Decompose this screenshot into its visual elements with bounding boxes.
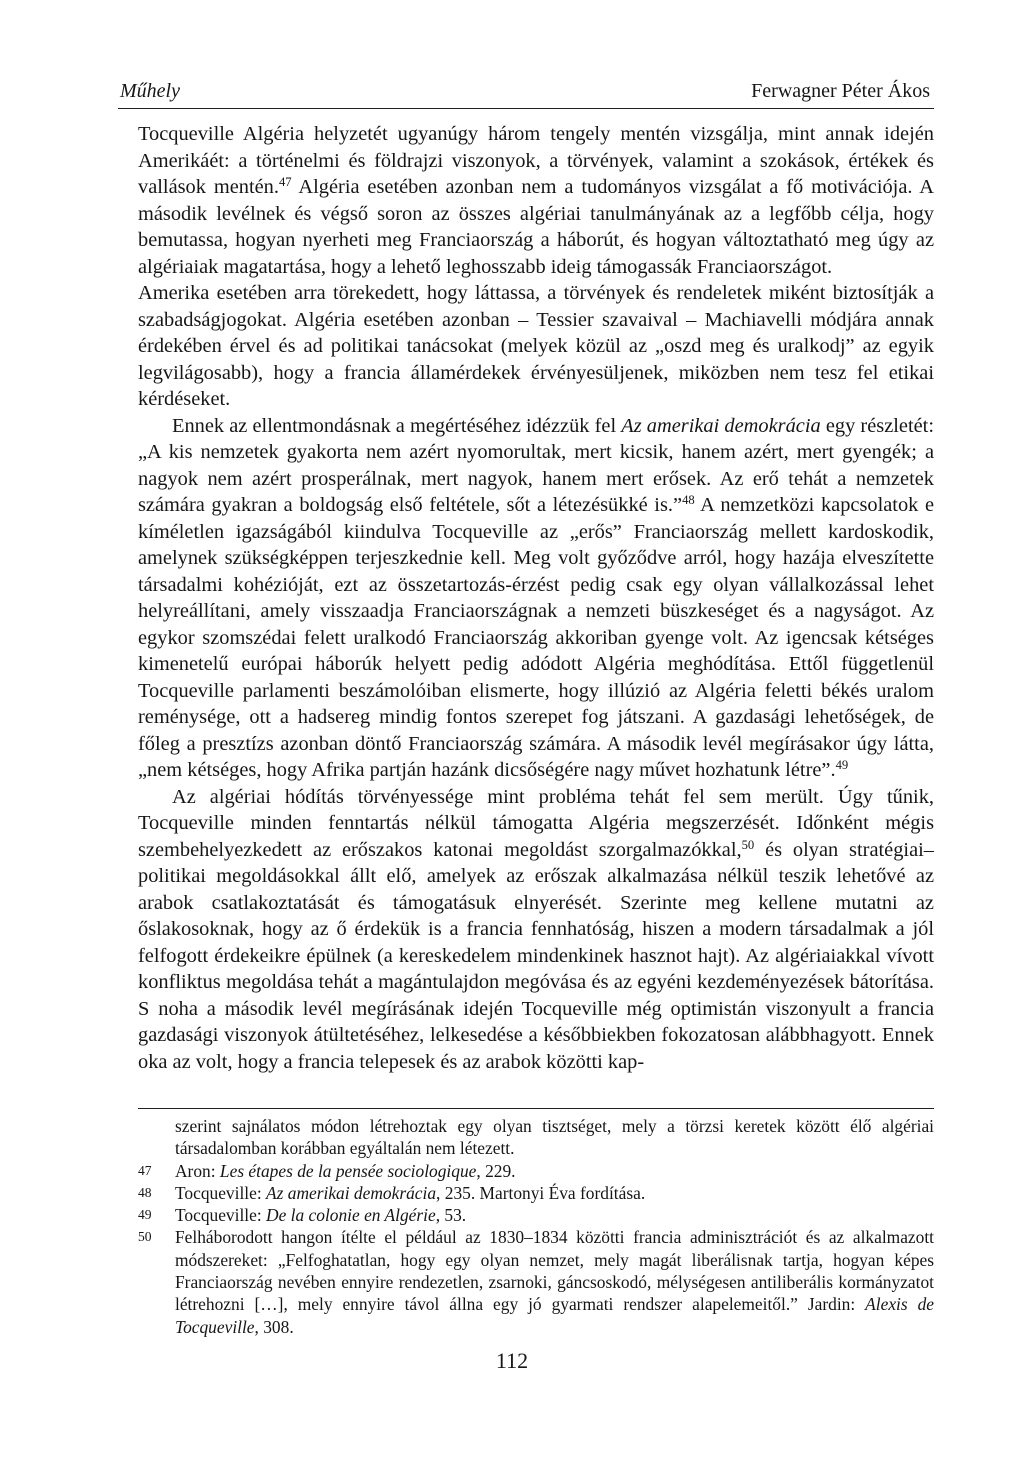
paragraph-3-text-b: egy részletét: „A kis nemzetek gyakorta nem azért nyomorultak, mert kicsik, hanem azért, mert gyengék; a nagyok nem azért prosperálnak, mert nagyok, hanem mert erősek. Az erő tehát a nemzetek számára gyakran a boldogság első feltétele, sőt a létezésükké is.” [138, 414, 934, 516]
footnote-47 [138, 1160, 934, 1182]
paragraph-1 [138, 121, 934, 280]
footnote-text: , 308. [254, 1316, 294, 1337]
footnote-number: 49 [138, 1207, 152, 1223]
paragraph-1-text-b: Algéria esetében azonban nem a tudományos vizsgálat a fő motivációja. A második levélnek és végső soron az összes algériai tanulmányának az a legfőbb célja, hogy bemutassa, hogyan nyerheti meg Franciaország a háborút, és hogyan változtatható meg úgy az algériaiak magatartása, hogy a lehető leghosszabb ideig támogassák Franciaországot. [138, 176, 934, 278]
footnotes [138, 1115, 934, 1338]
footnote-text: Aron: [175, 1160, 220, 1181]
paragraph-1-text-a: Tocqueville Algéria helyzetét ugyanúgy három tengely mentén vizsgálja, mint annak idején Amerikáét: a történelmi és földrajzi viszonyok, a törvények, valamint a szokások, értékek és vallások mentén. [138, 123, 934, 198]
footnote-text: Tocqueville: [175, 1205, 267, 1226]
footnote-ref-50[interactable]: 50 [741, 837, 755, 852]
footnote-title: Az amerikai demokrácia [266, 1182, 437, 1203]
header-author: Ferwagner Péter Ákos [751, 80, 930, 102]
footnote-text: , 235. Martonyi Éva fordítása. [436, 1182, 646, 1203]
body-text [138, 121, 934, 1075]
page-number: 112 [495, 1348, 529, 1373]
paragraph-2: Amerika esetében arra törekedett, hogy láttassa, a törvények és rendeletek miként biztosítják a szabadságjogokat. Algéria esetében azonban – Tessier szavaival – Machiavelli módjára annak érdekében érvel és ad politikai tanácsokat (melyek közül az „oszd meg és uralkodj” az egyik legvilágosabb), hogy a francia államérdekek érvényesüljenek, miközben nem tesz fel etikai kérdéseket. [138, 282, 934, 410]
footnote-ref-47[interactable]: 47 [278, 175, 292, 190]
footnote-title: Alexis de Tocqueville [175, 1294, 934, 1337]
footnote-divider [138, 1108, 934, 1109]
footnote-ref-48[interactable]: 48 [682, 493, 695, 508]
footnote-48 [138, 1182, 934, 1204]
footnote-ref-49[interactable]: 49 [835, 758, 849, 773]
footnote-49 [138, 1204, 934, 1226]
paragraph-3-text-a: Ennek az ellentmondásnak a megértéséhez idézzük fel [172, 414, 622, 437]
footnote-text: , 229. [476, 1160, 516, 1181]
footnote-50 [138, 1226, 934, 1337]
header-section: Műhely [120, 80, 180, 102]
footnote-title: De la colonie en Algérie [266, 1205, 436, 1226]
paragraph-3-text-c: A nemzetközi kapcsolatok e kíméletlen igazságából kiindulva Tocqueville az „erős” Franciaország mellett kardoskodik, amelynek szükségképpen terjeszkednie kell. Meg volt győződve arról, hogy hazája elveszítette társadalmi kohézióját, ezt az összetartozás-érzést pedig csak egy olyan vállalkozással lehet helyreállítani, amely visszaadja Franciaországnak a nemzeti büszkeséget és a nagyságot. Az egykor szomszédai felett uralkodó Franciaország akkoriban gyenge volt. Az igencsak kétséges kimenetelű európai háborúk helyett pedig adódott Algéria meghódítása. Ettől függetlenül Tocqueville parlamenti beszámolóiban elismerte, hogy illúzió az Algéria feletti békés uralom reménysége, ott a hadsereg mindig fontos szerepet fog játszani. A gazdasági lehetőségek, de főleg a presztízs azonban döntő Franciaország számára. A második levél megírásakor úgy látta, „nem kétséges, hogy Afrika partján hazánk dicsőségére nagy művet hozhatunk létre”. [138, 494, 934, 781]
footnote-number: 50 [138, 1229, 152, 1245]
footnote-title: Les étapes de la pensée sociologique [219, 1160, 477, 1181]
book-title: Az amerikai demokrácia [621, 414, 821, 437]
footnote-continuation: szerint sajnálatos módon létrehoztak egy olyan tisztséget, mely a törzsi keretek között élő algériai társadalomban korábban egyáltalán nem létezett. [175, 1116, 934, 1159]
footnote-number: 47 [138, 1162, 152, 1178]
footnote-text: , 53. [435, 1205, 467, 1226]
paragraph-4-text-b: és olyan stratégiai–politikai megoldásokkal állt elő, amelyek az erőszak alkalmazása nélkül teszik lehetővé az arabok csatlakoztatását és támogatásuk elnyerését. Szerinte meg kellene mutatni az őslakosoknak, hogy az ő érdekük is a francia fennhatóság, hiszen a modern társadalmak a jól felfogott érdekeikre épülnek (a kereskedelem mindenkinek hasznot hajt). Az algériaiakkal vívott konfliktus megoldása tehát a magántulajdon megóvása és az egyéni kezdeményezések bátorítása. S noha a második levél megírásának idején Tocqueville még optimistán viszonyult a francia gazdasági viszonyok átültetéséhez, lelkesedése a későbbiekben fokozatosan alábbhagyott. Ennek oka az volt, hogy a francia telepesek és az arabok közötti kap- [138, 838, 934, 1073]
footnote-number: 48 [138, 1184, 152, 1200]
footnote-text: Tocqueville: [175, 1182, 267, 1203]
paragraph-4-text-a: Az algériai hódítás törvényessége mint probléma tehát fel sem merült. Úgy tűnik, Tocqueville minden fenntartás nélkül támogatta Algéria megszerzését. Időnként mégis szembehelyezkedett az erőszakos katonai megoldást szorgalmazókkal, [138, 785, 934, 861]
paragraph-3 [138, 413, 934, 784]
running-header [118, 78, 934, 109]
paragraph-4 [138, 784, 934, 1076]
footnote-text: Felháborodott hangon ítélte el például az 1830–1834 közötti francia adminisztrációt és az alkalmazott módszereket: „Felfoghatatlan, hogy egy olyan nemzet, mely magát liberálisnak tartja, hogyan képes Franciaország nevében ennyire rendezetlen, zsarnoki, gáncsoskodó, mélységesen antiliberális kormányzatot létrehozni […], mely ennyire távol állna egy jó gyarmati rendszer alapelemeitől.” Jardin: [175, 1227, 934, 1315]
